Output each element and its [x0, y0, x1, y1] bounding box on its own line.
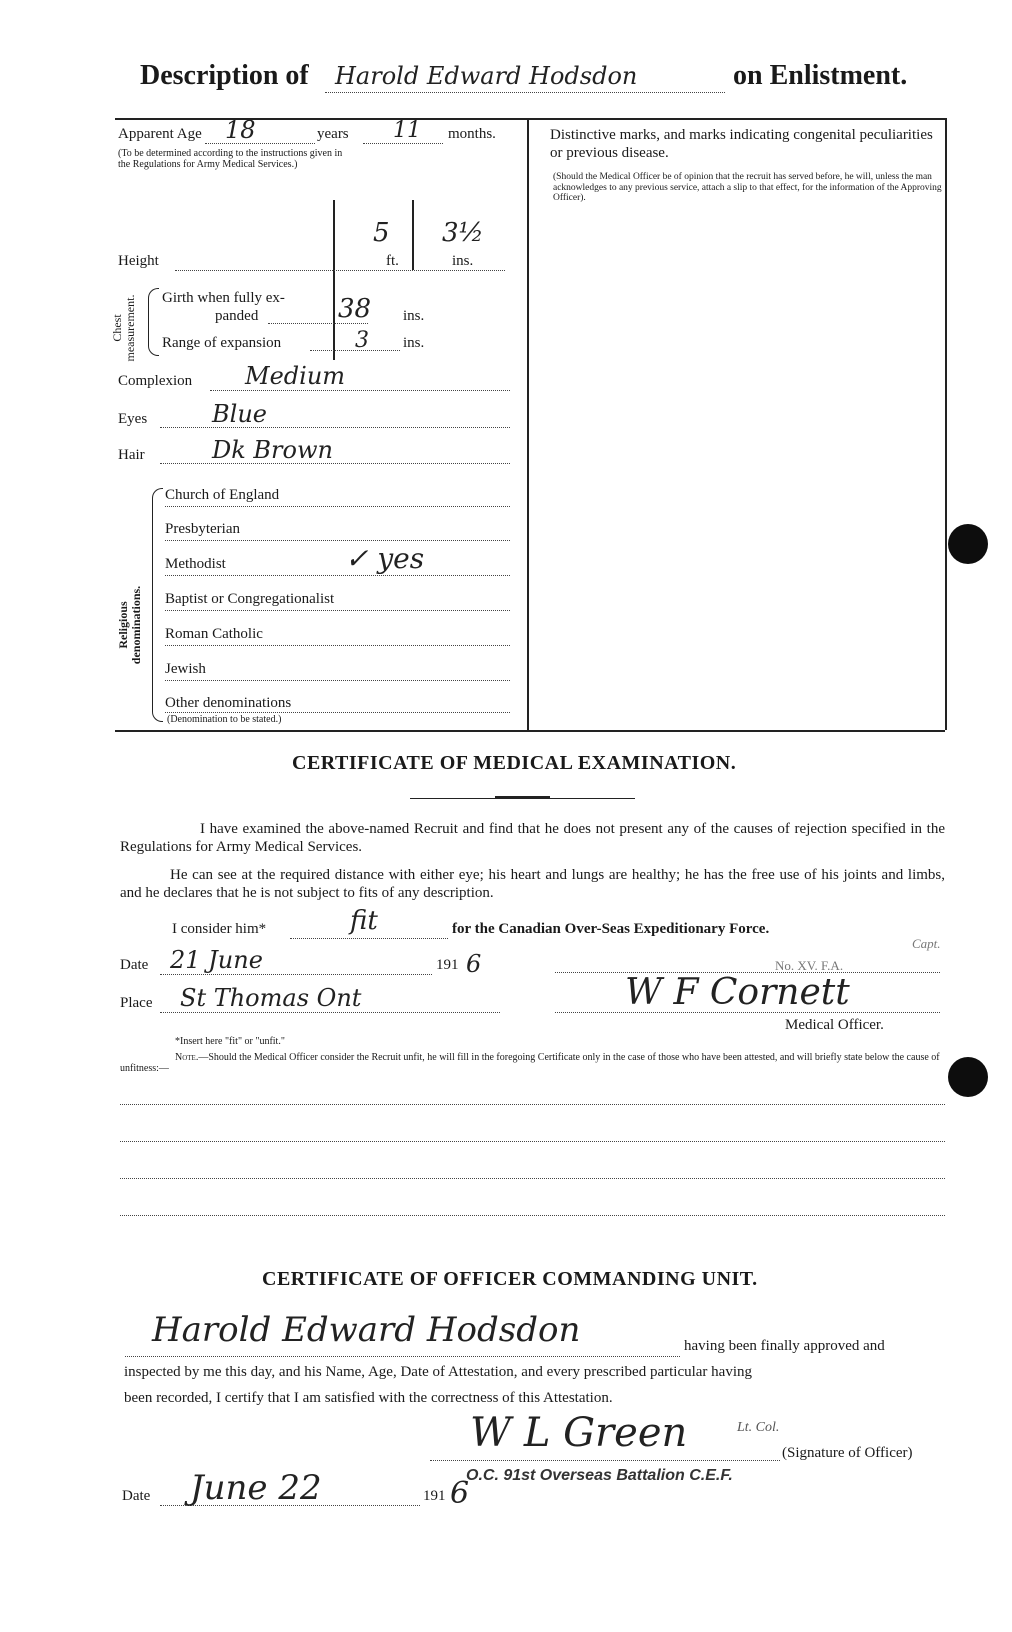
commanding-rank: Lt. Col.	[737, 1420, 780, 1435]
note-label: Note.	[175, 1052, 199, 1063]
religion-item-line	[165, 680, 510, 681]
section-rule	[115, 730, 945, 732]
header-suffix: on Enlistment.	[733, 60, 908, 91]
unfitness-line	[120, 1178, 945, 1179]
medical-title-ornament-center	[495, 796, 550, 799]
unfit-note	[120, 1052, 945, 1074]
religion-item: Other denominations	[165, 695, 292, 711]
religion-item-line	[165, 610, 510, 611]
medical-year-prefix: 191	[436, 957, 459, 973]
complexion-value: Medium	[245, 362, 346, 390]
religion-item: Methodist	[165, 556, 226, 572]
header-prefix: Description of	[140, 60, 309, 91]
religion-bracket	[152, 488, 163, 722]
religion-item-line	[165, 712, 510, 713]
years-label: years	[317, 126, 349, 142]
commanding-date-value: June 22	[190, 1468, 322, 1508]
commanding-sig-label: (Signature of Officer)	[782, 1445, 913, 1461]
height-label: Height	[118, 253, 159, 269]
complexion-line	[210, 390, 510, 391]
medical-date-value: 21 June	[170, 946, 263, 974]
commanding-stamp: O.C. 91st Overseas Battalion C.E.F.	[466, 1467, 733, 1484]
denomination-note: (Denomination to be stated.)	[167, 714, 282, 725]
eyes-label: Eyes	[118, 411, 148, 427]
marks-title: Distinctive marks, and marks indicating congenital peculiarities or previous disease.	[550, 127, 933, 161]
height-ft-value: 5	[373, 218, 390, 248]
medical-signature-line	[555, 1012, 940, 1013]
commanding-date-label: Date	[122, 1488, 151, 1504]
insert-note: *Insert here "fit" or "unfit."	[175, 1036, 285, 1047]
months-label: months.	[448, 126, 496, 142]
punch-hole-upper	[948, 524, 988, 564]
consider-value: fit	[350, 906, 378, 936]
commanding-year-prefix: 191	[423, 1488, 446, 1504]
measure-box-mid	[412, 200, 414, 270]
commanding-date-line	[160, 1505, 420, 1506]
commanding-name-line	[125, 1356, 680, 1357]
religion-item: Baptist or Congregationalist	[165, 591, 335, 607]
place-label: Place	[120, 995, 153, 1011]
ins-label: ins.	[452, 253, 474, 269]
religion-item: Church of England	[165, 487, 280, 503]
methodist-mark: ✓ yes	[345, 542, 425, 575]
medical-para1: I have examined the above-named Recruit and find that he does not present any of the causes of rejection specified in the Regulations for Army Medical Services.	[120, 821, 945, 855]
girth-label-1: Girth when fully ex-	[162, 290, 285, 306]
header-name-line	[325, 92, 725, 93]
force-text: for the Canadian Over-Seas Expeditionary Force.	[452, 921, 770, 937]
range-value: 3	[355, 328, 369, 353]
unfitness-line	[120, 1104, 945, 1105]
commanding-title: CERTIFICATE OF OFFICER COMMANDING UNIT.	[262, 1268, 758, 1290]
range-ins-label: ins.	[403, 335, 425, 351]
age-years-value: 18	[225, 116, 256, 144]
age-years-line	[205, 143, 315, 144]
age-note: (To be determined according to the instructions given in the Regulations for Army Medical Services.)	[118, 148, 343, 170]
commanding-text2: inspected by me this day, and his Name, Age, Date of Attestation, and every prescribed particular having	[124, 1364, 753, 1380]
religion-item-line	[165, 575, 510, 576]
commanding-signature-line	[430, 1460, 780, 1461]
medical-title: CERTIFICATE OF MEDICAL EXAMINATION.	[292, 752, 737, 774]
religion-item: Roman Catholic	[165, 626, 263, 642]
religion-item: Presbyterian	[165, 521, 240, 537]
commanding-text1: having been finally approved and	[684, 1338, 885, 1354]
right-border	[945, 118, 947, 730]
unfitness-line	[120, 1215, 945, 1216]
hair-label: Hair	[118, 447, 145, 463]
column-divider	[527, 118, 529, 730]
medical-date-line	[160, 974, 432, 975]
punch-hole-lower	[948, 1057, 988, 1097]
chest-measurement-label: Chest measurement.	[110, 294, 137, 362]
measure-box-left	[333, 200, 335, 360]
rank-stamp: Capt.	[912, 936, 941, 951]
religion-item-line	[165, 645, 510, 646]
hair-line	[160, 463, 510, 464]
height-ins-value: 3½	[442, 218, 484, 248]
note-text: —Should the Medical Officer consider the Recruit unfit, he will fill in the foregoing Certificate only in the case of those who have been attested, and will briefly state below the cause of unfitness:—	[120, 1052, 940, 1074]
unit-stamp: No. XV. F.A.	[775, 958, 844, 973]
marks-note: (Should the Medical Officer be of opinion that the recruit has served before, he will, unless the man acknowledges to any previous service, attach a slip to that effect, for the information of the Approving Officer).	[553, 172, 942, 203]
commanding-name: Harold Edward Hodsdon	[152, 1310, 581, 1350]
religion-item-line	[165, 540, 510, 541]
unfitness-line	[120, 1141, 945, 1142]
height-line	[175, 270, 505, 271]
girth-label-2: panded	[215, 308, 259, 324]
eyes-value: Blue	[212, 400, 267, 428]
medical-year-digit: 6	[466, 950, 482, 978]
medical-officer-label: Medical Officer.	[785, 1017, 884, 1033]
place-line	[160, 1012, 500, 1013]
medical-officer-signature: W F Cornett	[625, 972, 850, 1013]
medical-date-label: Date	[120, 957, 149, 973]
complexion-label: Complexion	[118, 373, 193, 389]
hair-value: Dk Brown	[212, 436, 333, 464]
girth-value: 38	[338, 294, 372, 324]
chest-bracket	[148, 288, 159, 356]
girth-ins-label: ins.	[403, 308, 425, 324]
commanding-year-digit: 6	[450, 1476, 470, 1511]
eyes-line	[160, 427, 510, 428]
age-months-line	[363, 143, 443, 144]
medical-para2: He can see at the required distance with either eye; his heart and lungs are healthy; he has the free use of his joints and limbs, and he declares that he is not subject to fits of any description.	[120, 867, 945, 901]
religion-item: Jewish	[165, 661, 206, 677]
religion-item-line	[165, 506, 510, 507]
ft-label: ft.	[386, 253, 399, 269]
commanding-signature: W L Green	[470, 1410, 688, 1456]
age-months-value: 11	[393, 118, 421, 143]
range-label: Range of expansion	[162, 335, 282, 351]
place-value: St Thomas Ont	[180, 984, 362, 1012]
header-name: Harold Edward Hodsdon	[335, 62, 638, 90]
apparent-age-label: Apparent Age	[118, 126, 202, 142]
consider-line	[290, 938, 448, 939]
commanding-text3: been recorded, I certify that I am satisfied with the correctness of this Attestation.	[124, 1390, 613, 1406]
religion-side-label: Religious denominations.	[116, 585, 143, 665]
consider-label: I consider him*	[172, 921, 267, 937]
